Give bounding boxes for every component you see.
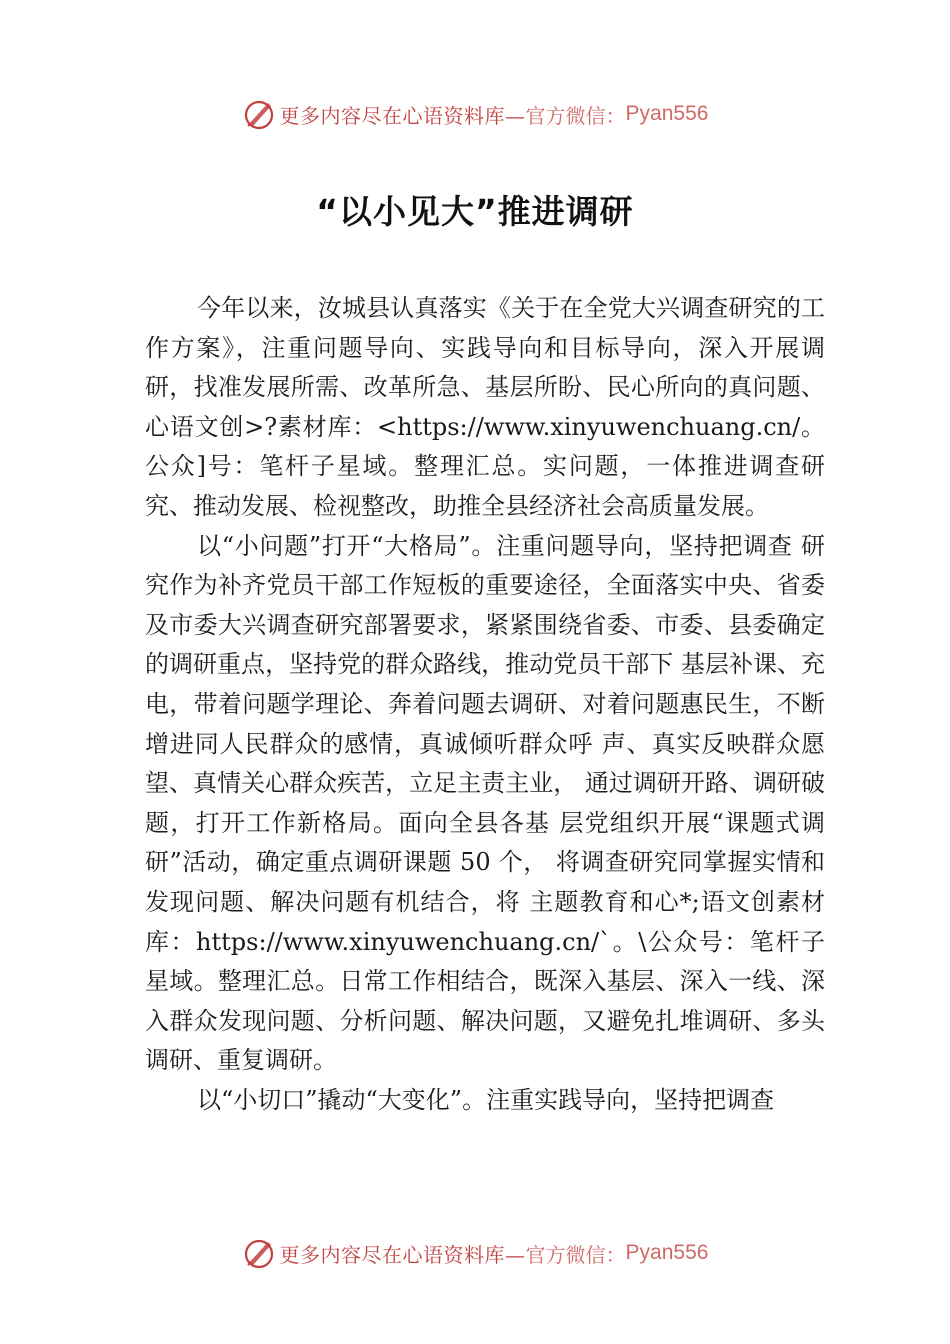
paragraph-3: 以“小切口”撬动“大变化”。注重实践导向，坚持把调查 [197,1085,775,1114]
page-title: “以小见大”推进调研 [316,192,634,231]
quill-pen-logo-icon [242,1236,276,1270]
banner-brand-text: 更多内容尽在心语资料库— [279,103,526,128]
banner-wechat-label: 官方微信： [525,103,626,128]
banner-wechat-id: Pyan556 [625,102,709,125]
quill-pen-logo-icon [242,97,276,131]
header-banner [0,94,950,134]
banner-wechat-label: 官方微信： [525,1242,626,1267]
paragraph-2: 以“小问题”打开“大格局”。注重问题导向，坚持把调查 研究作为补齐党员干部工作短板的重要途径，全面落实中央、省委及市委大兴调查研究部署要求，紧紧围绕省委、市委、县委确定的调研重点，坚持党的群众路线，推动党员干部下 基层补课、充电，带着问题学理论、奔着问题去调研、对着问题惠民生，不断增进同人民群众的感情，真诚倾听群众呼 声、真实反映群众愿望、真情关心群众疾苦，立足主责主业， 通过调研开路、调研破题，打开工作新格局。面向全县各基 层党组织开展“课题式调研”活动，确定重点调研课题 50 个， 将调查研究同掌握实情和发现问题、解决问题有机结合，将 主题教育和心*;语文创素材库：https://www.xinyuwenchuang.cn/`。\公众号：笔杆子星域。整理汇总。日常工作相结合，既深入基层、深入一线、深入群众发现问题、分析问题、解决问题，又避免扎堆调研、多头调研、重复调研。 [145,531,825,1075]
footer-banner [0,1233,950,1273]
banner-brand-text: 更多内容尽在心语资料库— [279,1242,526,1267]
document-body [145,289,825,1120]
paragraph-1: 今年以来，汝城县认真落实《关于在全党大兴调查研究的工作方案》，注重问题导向、实践导向和目标导向，深入开展调研，找准发展所需、改革所急、基层所盼、民心所向的真问题、心语文创>?素材库：<https://www.xinyuwenchuang.cn/。公众]号：笔杆子星域。整理汇总。实问题，一体推进调查研究、推动发展、检视整改，助推全县经济社会高质量发展。 [145,294,825,520]
banner-wechat-id: Pyan556 [625,1241,709,1264]
